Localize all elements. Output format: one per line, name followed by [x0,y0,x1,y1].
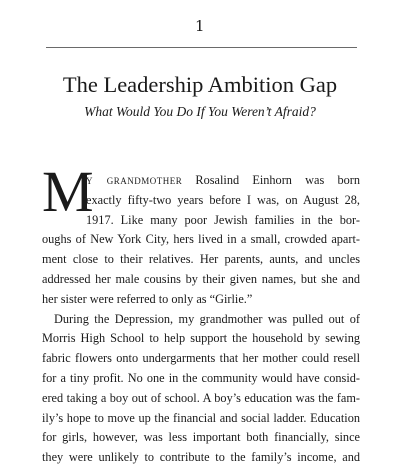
body-text [42,171,360,468]
body-line-7: her sister were referred to only as “Girlie.” [42,291,253,306]
body-line-9: Morris High School to help support the household by sewing [42,331,360,346]
body-line-11: for a tiny profit. No one in the community would have consid- [42,370,360,385]
body-line-3: 1917. Like many poor Jewish families in the bor- [86,212,360,227]
body-line-13: ily’s hope to move up the financial and social ladder. Education [42,410,360,425]
body-line-12: ered taking a boy out of school. A boy’s education was the fam- [42,390,360,405]
body-line-14: for girls, however, was less important both financially, since [42,430,360,445]
body-line-4: oughs of New York City, hers lived in a small, crowded apart- [42,232,360,247]
opening-smallcaps: y grandmother [86,173,183,187]
body-line-5: ment close to their relatives. Her parents, aunts, and uncles [42,252,360,267]
body-line-6: addressed her male cousins by their given names, but she and [42,271,360,286]
body-line-15: they were unlikely to contribute to the family’s income, and [42,450,360,465]
opening-rest: Rosalind Einhorn was born [182,173,360,187]
body-line-8: During the Depression, my grandmother was pulled out of [54,311,360,326]
body-line-10: fabric flowers onto undergarments that her mother could resell [42,351,360,366]
drop-cap: M [42,159,94,224]
body-line-2: exactly fifty-two years before I was, on August 28, [86,192,360,207]
chapter-number: 1 [194,17,206,35]
chapter-divider [46,47,357,48]
chapter-subtitle: What Would You Do If You Weren’t Afraid? [84,104,316,119]
body-line-1 [42,171,360,191]
chapter-title: The Leadership Ambition Gap [62,72,338,97]
